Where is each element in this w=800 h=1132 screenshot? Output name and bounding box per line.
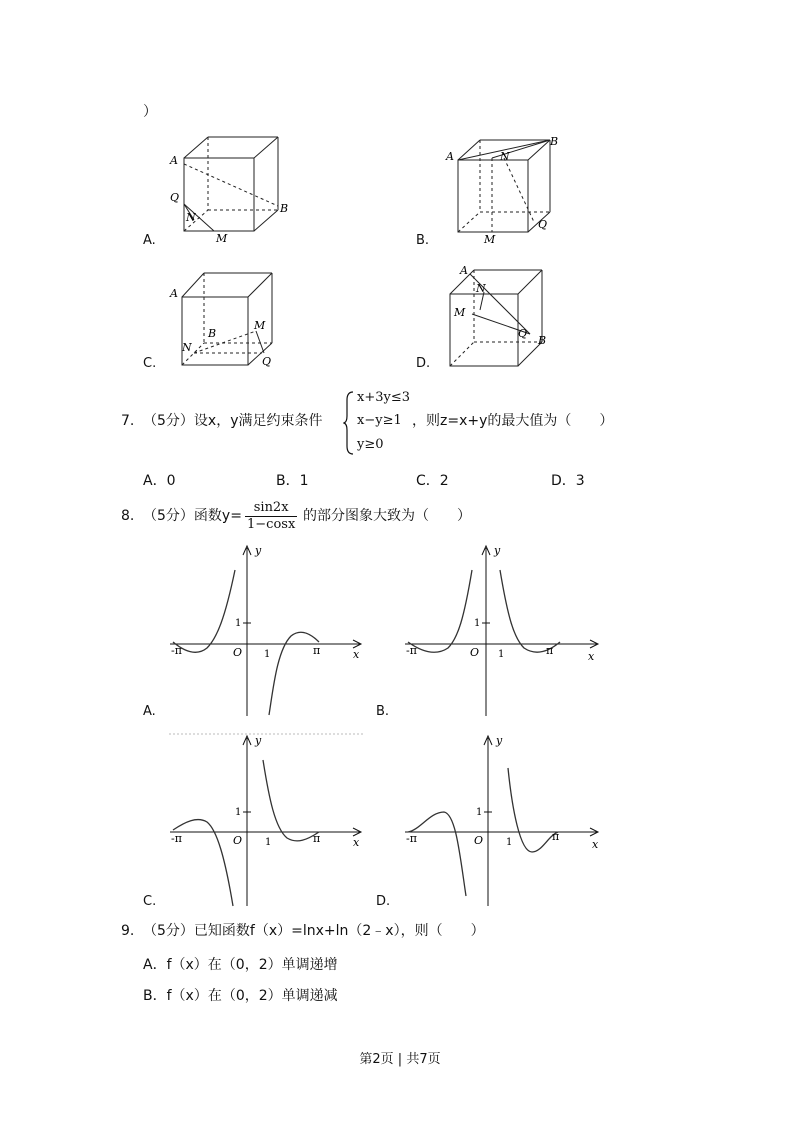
tick-pi: π xyxy=(552,830,560,843)
y-axis-label: y xyxy=(255,734,262,747)
cube-figure-c xyxy=(160,265,300,375)
point-a-label: A xyxy=(170,287,178,300)
origin-label: O xyxy=(233,834,243,847)
tick-1-x: 1 xyxy=(264,649,271,660)
point-m-label: M xyxy=(254,319,266,332)
q7-number: 7. xyxy=(121,413,135,429)
y-axis-label: y xyxy=(494,544,501,557)
point-q-label: Q xyxy=(170,191,180,204)
point-n-label: N xyxy=(476,282,486,295)
point-q-label: Q xyxy=(518,327,528,340)
tick-neg-pi: -π xyxy=(171,832,182,845)
constraint-brace xyxy=(343,390,355,456)
tick-neg-pi: -π xyxy=(406,644,417,657)
option-a-label: A. xyxy=(143,233,156,248)
point-b-label: B xyxy=(550,135,559,148)
point-a-label: A xyxy=(446,150,454,163)
q8-option-d: D. xyxy=(376,894,391,909)
point-m-label: M xyxy=(454,306,466,319)
tick-1-y: 1 xyxy=(476,807,483,818)
cube-figure-a xyxy=(160,130,300,245)
tick-1-y: 1 xyxy=(235,618,242,629)
tick-1-y: 1 xyxy=(474,618,481,629)
tick-pi: π xyxy=(313,832,321,845)
q9-option-b: B．f（x）在（0，2）单调递减 xyxy=(143,988,338,1004)
graph-a xyxy=(165,540,370,720)
tick-pi: π xyxy=(546,644,554,657)
q7-option-a: A．0 xyxy=(143,473,176,489)
fraction-numerator: sin2x xyxy=(245,500,297,517)
graph-d xyxy=(400,728,605,910)
option-c-label: C. xyxy=(143,356,157,371)
q9-number: 9. xyxy=(121,923,135,939)
q7-suffix: ，则z=x+y的最大值为（ ） xyxy=(412,413,614,429)
tick-1-x: 1 xyxy=(506,837,513,848)
q8-suffix: 的部分图象大致为（ ） xyxy=(303,508,471,524)
x-axis-label: x xyxy=(353,648,360,661)
constraint-2: x−y≥1 xyxy=(357,413,402,428)
origin-label: O xyxy=(474,834,484,847)
tick-1-x: 1 xyxy=(498,649,505,660)
q7-option-c: C．2 xyxy=(416,473,449,489)
point-n-label: N xyxy=(182,341,192,354)
tick-1-y: 1 xyxy=(235,807,242,818)
point-b-label: B xyxy=(280,202,289,215)
cube-figure-b xyxy=(440,130,580,245)
point-a-label: A xyxy=(170,154,178,167)
point-q-label: Q xyxy=(262,355,272,368)
q8-option-c: C. xyxy=(143,894,157,909)
origin-label: O xyxy=(233,646,243,659)
point-a-label: A xyxy=(460,264,468,277)
tick-neg-pi: -π xyxy=(171,644,182,657)
point-n-label: N xyxy=(186,211,196,224)
tick-pi: π xyxy=(313,644,321,657)
q9-stem: （5分）已知函数f（x）=lnx+ln（2﹣x），则（ ） xyxy=(143,923,485,939)
graph-b xyxy=(400,540,605,720)
constraint-3: y≥0 xyxy=(357,437,384,452)
x-axis-label: x xyxy=(592,838,599,851)
tick-neg-pi: -π xyxy=(406,832,417,845)
option-b-label: B. xyxy=(416,233,430,248)
tick-1-x: 1 xyxy=(265,837,272,848)
function-fraction xyxy=(245,500,297,533)
point-m-label: M xyxy=(216,232,228,245)
fraction-denominator: 1−cosx xyxy=(247,517,296,532)
cube-figure-d xyxy=(440,262,580,374)
constraint-1: x+3y≤3 xyxy=(357,390,411,405)
point-n-label: N xyxy=(500,150,510,163)
q8-option-b: B. xyxy=(376,704,390,719)
previous-question-paren: ） xyxy=(143,104,157,120)
q8-option-a: A. xyxy=(143,704,156,719)
q7-prefix: （5分）设x，y满足约束条件 xyxy=(143,413,323,429)
option-d-label: D. xyxy=(416,356,431,371)
q7-option-b: B．1 xyxy=(276,473,309,489)
q9-option-a: A．f（x）在（0，2）单调递增 xyxy=(143,957,338,973)
x-axis-label: x xyxy=(353,836,360,849)
y-axis-label: y xyxy=(255,544,262,557)
point-m-label: M xyxy=(484,233,496,245)
point-b-label: B xyxy=(538,334,547,347)
graph-c xyxy=(165,728,370,910)
page-footer: 第2页 | 共7页 xyxy=(359,1052,441,1067)
q8-prefix: （5分）函数y= xyxy=(143,508,242,524)
q7-option-d: D．3 xyxy=(551,473,585,489)
origin-label: O xyxy=(470,646,480,659)
x-axis-label: x xyxy=(588,650,595,663)
q8-number: 8. xyxy=(121,508,135,524)
point-q-label: Q xyxy=(538,218,548,231)
point-b-label: B xyxy=(208,327,217,340)
y-axis-label: y xyxy=(496,734,503,747)
